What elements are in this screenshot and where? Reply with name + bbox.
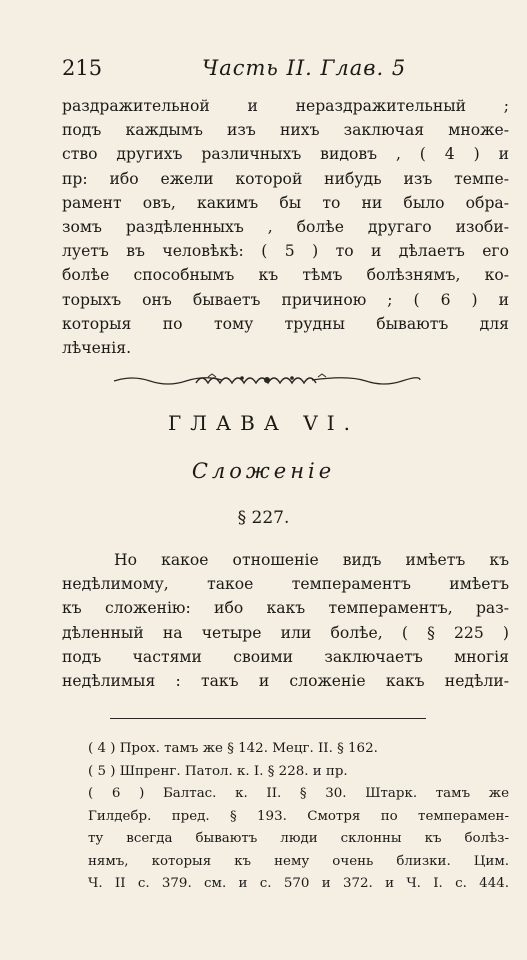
paragraph-line: къ сложенію: ибо какъ темпераментъ, раз- (62, 599, 509, 618)
body-line: подъ каждымъ изъ нихъ заключая множе- (62, 121, 509, 140)
section-paragraph (62, 548, 509, 693)
body-line: которыя по тому трудны бываютъ для (62, 314, 509, 333)
footnote: нямъ, которыя къ нему очень близки. Цим. (88, 853, 509, 869)
paragraph-line: дѣленный на четыре или болѣе, ( § 225 ) (62, 623, 509, 642)
paragraph-line: недѣлимому, такое темпераментъ имѣетъ (62, 575, 509, 594)
footnote: ( 5 ) Шпренг. Патол. к. I. § 228. и пр. (88, 763, 348, 779)
body-text (62, 94, 509, 360)
chapter-subtitle: Сложеніе (191, 459, 336, 483)
footnote-rule (110, 718, 426, 719)
body-line: болѣе способнымъ къ тѣмъ болѣзнямъ, ко- (62, 266, 509, 285)
paragraph-line: недѣлимыя : такъ и сложеніе какъ недѣли- (62, 671, 509, 690)
body-line: луетъ въ человѣкѣ: ( 5 ) то и дѣлаетъ его (62, 242, 509, 261)
page-number: 215 (62, 56, 103, 80)
paragraph-line: подъ частями своими заключаетъ многія (62, 647, 509, 666)
body-line: рамент овъ, какимъ бы то ни было обра- (62, 193, 509, 212)
footnote: ( 6 ) Балтас. к. II. § 30. Штарк. тамъ же (88, 786, 509, 801)
body-line: раздражительной и нераздражительный ; (62, 97, 509, 115)
running-head: Часть II. Глав. 5 (202, 56, 407, 80)
body-line: торыхъ онъ бываетъ причиною ; ( 6 ) и (62, 290, 509, 309)
chapter-heading: ГЛАВА VI. (168, 411, 359, 435)
body-line: ство другихъ различныхъ видовъ , ( 4 ) и (62, 145, 509, 164)
footnote: Гилдебр. пред. § 193. Смотря по темперамен- (88, 808, 509, 824)
footnote: Ч. II с. 379. см. и с. 570 и 372. и Ч. I. с. 444. (88, 876, 509, 891)
section-mark: § 227. (237, 508, 290, 528)
body-line: лѣченія. (62, 338, 132, 357)
body-line: зомъ раздѣленныхъ , болѣе другаго изоби- (62, 217, 509, 236)
page-header (62, 56, 502, 86)
footnote: ту всегда бываютъ люди склонны къ болѣз- (88, 831, 509, 846)
body-line: пр: ибо ежели которой нибудь изъ темпе- (62, 169, 509, 188)
ornament-divider (112, 372, 422, 388)
paragraph-line: Но какое отношеніе видъ имѣетъ къ (114, 551, 509, 569)
footnote: ( 4 ) Прох. тамъ же § 142. Мецг. II. § 162. (88, 741, 378, 756)
footnotes (88, 738, 509, 896)
